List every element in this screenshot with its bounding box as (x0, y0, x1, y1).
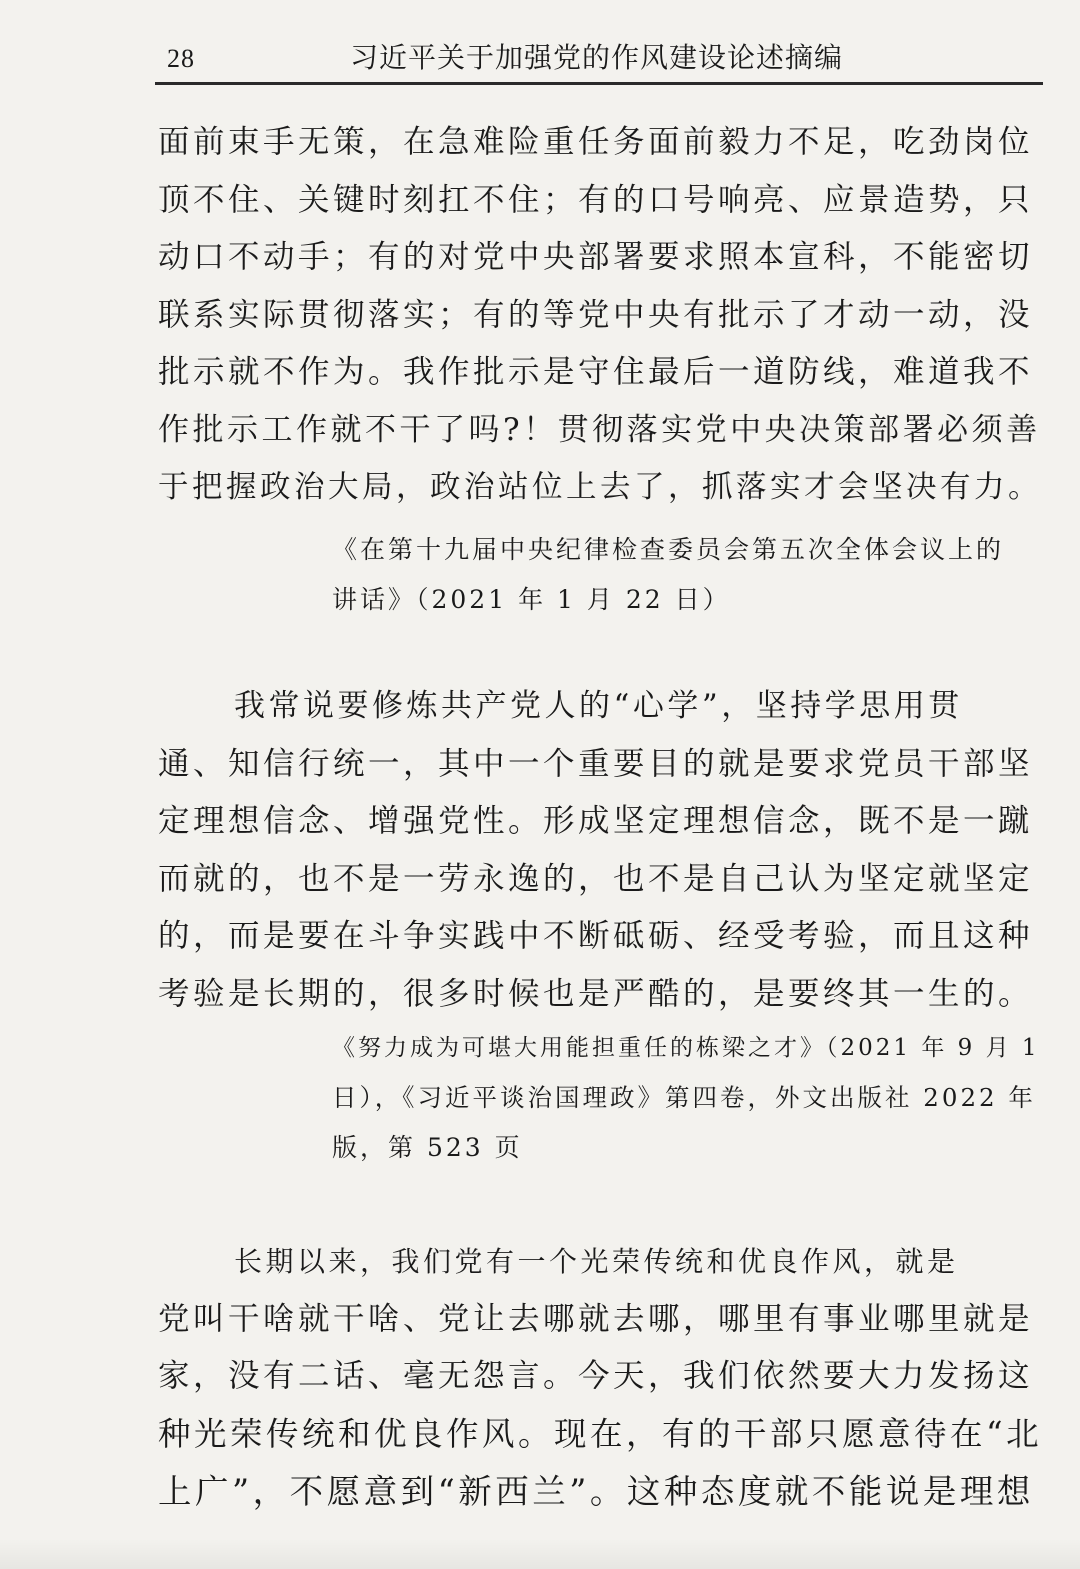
paragraph-2-line: 我常说要修炼共产党人的“心学”，坚持学思用贯 (234, 688, 963, 724)
paragraph-3-line: 种光荣传统和优良作风。现在，有的干部只愿意待在“北 (158, 1414, 1043, 1453)
paragraph-2-line: 而就的，也不是一劳永逸的，也不是自己认为坚定就坚定 (158, 860, 1034, 897)
source-line: 版，第 523 页 (332, 1133, 523, 1162)
source-line: 讲话》（2021 年 1 月 22 日） (332, 585, 731, 614)
paragraph-3-line: 长期以来，我们党有一个光荣传统和优良作风，就是 (234, 1245, 959, 1278)
page-number: 28 (167, 44, 195, 73)
paragraph-2-line: 通、知信行统一，其中一个重要目的就是要求党员干部坚 (158, 745, 1034, 782)
source-citation-1 (332, 525, 1044, 625)
paragraph-3-line: 上广”，不愿意到“新西兰”。这种态度就不能说是理想 (158, 1472, 1034, 1511)
paragraph-2-line: 的，而是要在斗争实践中不断砥砺、经受考验，而且这种 (158, 918, 1034, 954)
paragraph-1-line: 作批示工作就不干了吗?！贯彻落实党中央决策部署必须善 (158, 411, 1041, 448)
running-title: 习近平关于加强党的作风建设论述摘编 (350, 41, 844, 74)
page-edge-shadow (0, 1539, 1080, 1569)
source-citation-2 (332, 1023, 1044, 1173)
paragraph-1-line: 联系实际贯彻落实；有的等党中央有批示了才动一动，没 (158, 296, 1034, 333)
paragraph-3 (158, 1233, 1043, 1521)
paragraph-1-line: 于把握政治大局，政治站位上去了，抓落实才会坚决有力。 (158, 470, 1042, 505)
source-line: 《在第十九届中央纪律检查委员会第五次全体会议上的 (332, 535, 1005, 564)
paragraph-3-line: 党叫干啥就干啥、党让去哪就去哪，哪里有事业哪里就是 (158, 1300, 1034, 1337)
paragraph-1-line: 批示就不作为。我作批示是守住最后一道防线，难道我不 (158, 354, 1034, 390)
paragraph-2-line: 考验是长期的，很多时候也是严酷的，是要终其一生的。 (158, 975, 1034, 1012)
paragraph-3-line: 家，没有二话、毫无怨言。今天，我们依然要大力发扬这 (158, 1358, 1034, 1394)
paragraph-1-line: 面前束手无策，在急难险重任务面前毅力不足，吃劲岗位 (158, 124, 1034, 160)
header-rule (155, 82, 1043, 85)
paragraph-1-line: 动口不动手；有的对党中央部署要求照本宣科，不能密切 (158, 239, 1034, 275)
paragraph-2-line: 定理想信念、增强党性。形成坚定理想信念，既不是一蹴 (158, 803, 1034, 839)
paragraph-1-line: 顶不住、关键时刻扛不住；有的口号响亮、应景造势，只 (158, 181, 1034, 218)
page-header (155, 28, 1043, 84)
paragraph-1 (158, 114, 1043, 517)
source-line: 《努力成为可堪大用能担重任的栋梁之才》（2021 年 9 月 1 (332, 1035, 1040, 1061)
paragraph-2 (158, 678, 1043, 1023)
source-line: 日），《习近平谈治国理政》第四卷，外文出版社 2022 年 (332, 1083, 1036, 1112)
